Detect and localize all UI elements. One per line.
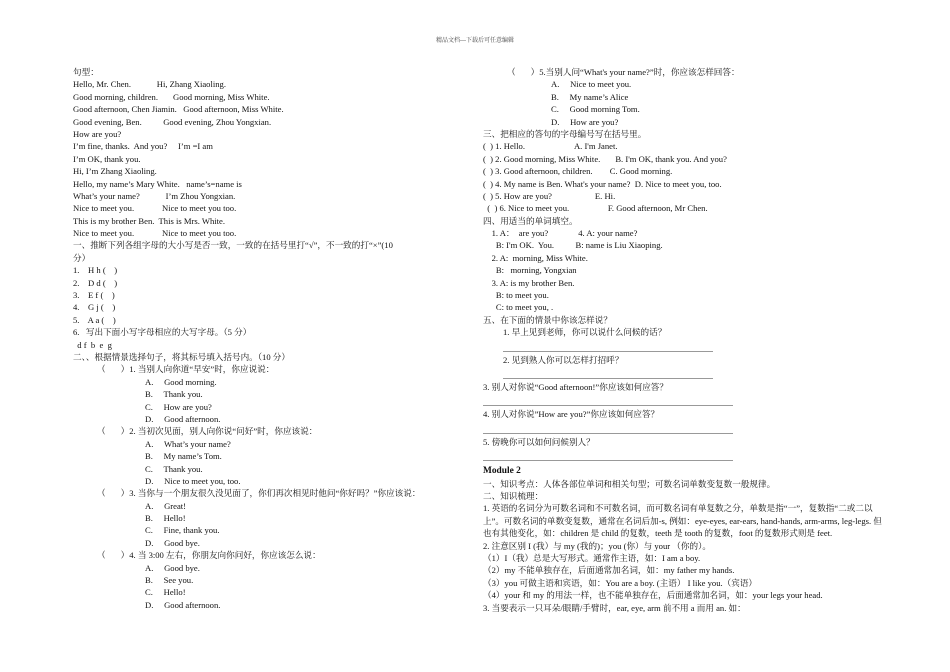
text-line: 4. G j ( ) [73, 302, 116, 313]
answer-option: C. Hello! [145, 587, 186, 598]
text-line: 5. A a ( ) [73, 314, 116, 325]
answer-option: B. See you. [145, 575, 194, 586]
answer-option: A. Good morning. [145, 376, 217, 387]
text-line: 句型： [73, 67, 99, 77]
situation-question: 2. 见到熟人你可以怎样打招呼？ [503, 354, 624, 365]
section-three-title: 三、把相应的答句的字母编号写在括号里。 [483, 128, 647, 139]
answer-line[interactable] [483, 421, 733, 434]
fill-item: 2. A: morning, Miss White. [483, 252, 588, 263]
text-line: Nice to meet you. Nice to meet you too. [73, 203, 237, 214]
fill-blank-section [483, 227, 883, 314]
match-item: ( ) 4. My name is Ben. What's your name? D. Nice to meet you, too. [483, 178, 722, 189]
match-item: ( ) 2. Good morning, Miss White. B. I'm OK, thank you. And you? [483, 153, 727, 164]
text-line: Good afternoon, Chen Jiamin. Good afternoon, Miss White. [73, 104, 284, 115]
text-line: What’s your name? I’m Zhou Yongxian. [73, 190, 236, 201]
fill-item: B: to meet you. [483, 290, 549, 301]
answer-option: D. Good bye. [145, 537, 200, 548]
text-line: I’m OK, thank you. [73, 153, 141, 164]
text-line: 3. E f ( ) [73, 290, 115, 301]
sentence-pattern-section [73, 66, 463, 363]
question-stem: （ ）2. 当初次见面，别人向你说“问好”时，你应该说： [97, 426, 318, 437]
text-line: d f b e g [73, 339, 112, 350]
text-line: Good morning, children. Good morning, Miss White. [73, 91, 270, 102]
note-line: （4）your 和 my 的用法一样，也不能单独存在，后面通常加名词，如：your legs your head. [483, 590, 823, 601]
situation-question: 4. 别人对你说”How are you?”你应该如何应答？ [483, 409, 660, 420]
note-line: 1. 英语的名词分为可数名词和不可数名词，而可数名词有单复数之分，单数是指“一”，复数指“二或二以上”。可数名词的单数变复数，通常在名词后加-s, 例如：eye-eyes, ear-ears, hand-hands, arm-arms, leg-legs. 但也有其他变化，如：children 是 child 的复数，teeth 是 tooth 的复数，foot 的复数形式则是 feet. [483, 503, 882, 539]
question-stem: （ ）3. 当你与一个朋友很久没见面了，你们再次相见时他问“你好吗？”你应该说： [97, 488, 421, 499]
text-line: This is my brother Ben. This is Mrs. White. [73, 215, 225, 226]
note-line: 2. 注意区别 I (我）与 my (我的)；you (你）与 your （你的）。 [483, 540, 711, 551]
note-line: 二、知识梳理： [483, 490, 544, 501]
match-item: ( ) 1. Hello. A. I'm Janet. [483, 141, 618, 152]
answer-line[interactable] [483, 448, 733, 461]
answer-line[interactable] [503, 366, 713, 379]
answer-option: A. What’s your name? [145, 438, 231, 449]
answer-option: C. How are you? [145, 401, 212, 412]
answer-option: D. How are you? [551, 116, 619, 127]
answer-option: B. My name’s Tom. [145, 451, 222, 462]
situation-question: 3. 别人对你说“Good afternoon!”你应该如何应答？ [483, 381, 668, 392]
answer-option: C. Good morning Tom. [551, 104, 640, 115]
answer-option: C. Fine, thank you. [145, 525, 220, 536]
text-line: Hello, my name’s Mary White. name’s=name is [73, 178, 242, 189]
module-2-notes [483, 478, 883, 614]
fill-item: C: to meet you, . [483, 302, 554, 313]
left-column [73, 66, 463, 611]
text-line: Hello, Mr. Chen. Hi, Zhang Xiaoling. [73, 79, 227, 90]
answer-option: A. Great! [145, 500, 187, 511]
text-line: I’m fine, thanks. And you? I’m =I am [73, 141, 213, 152]
module-2-title: Module 2 [483, 466, 521, 477]
question-stem: （ ）4. 当 3:00 左右，你朋友向你问好，你应该怎么说： [97, 550, 321, 561]
answer-option: B. My name’s Alice [551, 91, 629, 102]
answer-option: B. Thank you. [145, 389, 203, 400]
text-line: Hi, I’m Zhang Xiaoling. [73, 166, 157, 177]
note-line: 一、知识考点：人体各部位单词和相关句型；可数名词单数变复数一般规律。 [483, 478, 776, 489]
fill-item: 3. A: is my brother Ben. [483, 277, 575, 288]
section-four-title: 四、用适当的单词填空。 [483, 215, 578, 226]
answer-option: D. Good afternoon. [145, 599, 221, 610]
question-stem: （ ）5.当别人问“What's your name?”时，你应该怎样回答： [507, 67, 740, 77]
text-line: 2. D d ( ) [73, 277, 118, 288]
note-line: （3）you 可做主语和宾语，如：You are a boy. (主语） I like you.（宾语） [483, 577, 758, 588]
match-item: ( ) 3. Good afternoon, children. C. Good morning. [483, 166, 673, 177]
answer-match-section [483, 140, 883, 214]
answer-line[interactable] [503, 339, 713, 352]
text-line: Good evening, Ben. Good evening, Zhou Yongxian. [73, 116, 272, 127]
match-item: ( ) 5. How are you? E. Hi. [483, 190, 616, 201]
text-line: 一、推断下列各组字母的大小写是否一致，一致的在括号里打“√”，不一致的打“×”(10 [73, 240, 393, 251]
question-2-5 [483, 66, 883, 128]
page-header: 精品文档---下载后可任意编辑 [436, 38, 514, 44]
situation-question: 1. 早上见到老师，你可以说什么问候的话？ [503, 327, 667, 338]
note-line: （2）my 不能单独存在，后面通常加名词，如：my father my hands. [483, 565, 735, 576]
question-stem: （ ）1. 当别人向你道“早安”时，你应说说： [97, 364, 275, 375]
note-line: 3. 当要表示一只耳朵/眼睛/手臂时，ear, eye, arm 前不用 a 而用 an. 如： [483, 602, 746, 613]
note-line: （1）I（我）总是大写形式。通常作主语，如：I am a boy. [483, 552, 701, 563]
answer-option: D. Nice to meet you, too. [145, 475, 241, 486]
situation-choice-section [73, 363, 463, 611]
text-line: 二、、根据情景选择句子，将其标号填入括号内。（10 分） [73, 351, 290, 362]
text-line: 6. 写出下面小写字母相应的大写字母。（5 分） [73, 327, 252, 338]
answer-option: A. Good bye. [145, 562, 200, 573]
text-line: How are you? [73, 128, 122, 139]
answer-option: B. Hello! [145, 513, 186, 524]
text-line: Nice to meet you. Nice to meet you too. [73, 228, 237, 239]
fill-item: B: I'm OK. You. B: name is Liu Xiaoping. [483, 240, 663, 251]
answer-line[interactable] [483, 393, 733, 406]
answer-option: C. Thank you. [145, 463, 203, 474]
section-five-title: 五、在下面的情景中你该怎样说？ [483, 314, 612, 325]
answer-option: A. Nice to meet you. [551, 79, 632, 90]
situation-speak-section [483, 326, 883, 461]
fill-item: B: morning, Yongxian [483, 265, 577, 276]
fill-item: 1. A： are you? 4. A: your name? [483, 228, 638, 239]
right-column [483, 66, 883, 614]
match-item: ( ) 6. Nice to meet you. F. Good afternoon, Mr Chen. [483, 203, 708, 214]
text-line: 1. H h ( ) [73, 265, 118, 276]
text-line: 分） [73, 252, 91, 263]
answer-option: D. Good afternoon. [145, 413, 221, 424]
situation-question: 5. 傍晚你可以如何问候别人？ [483, 436, 595, 447]
